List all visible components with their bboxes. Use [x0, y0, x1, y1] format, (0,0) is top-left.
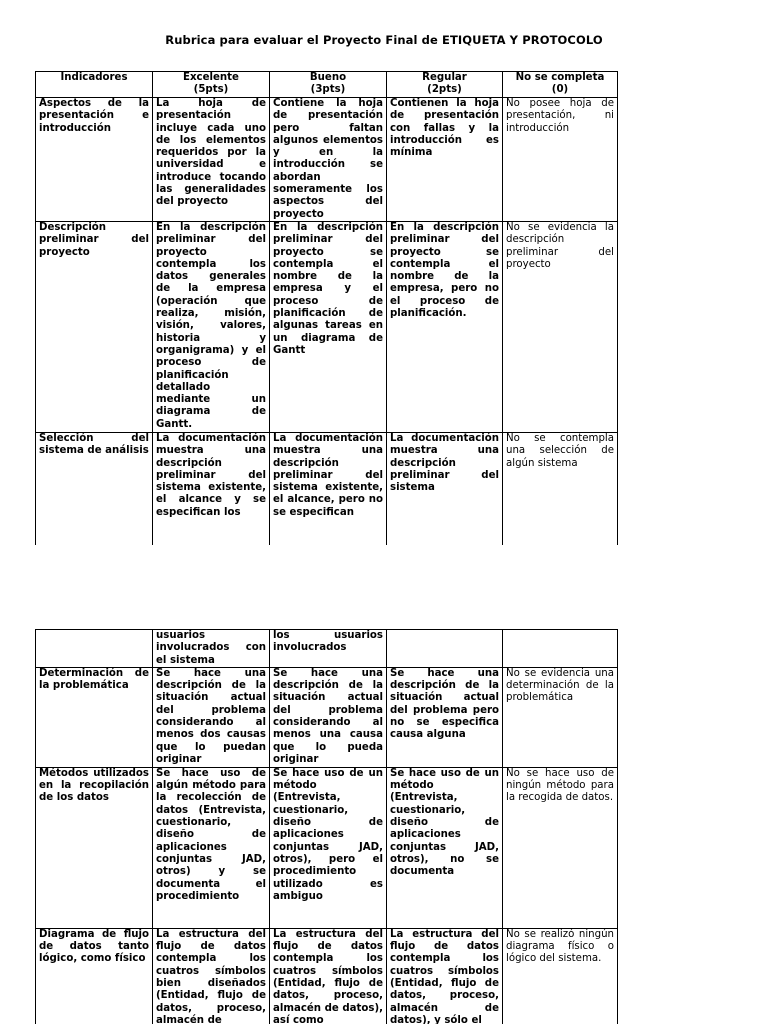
cell-bueno: En la descripción preliminar del proyecto se contempla el nombre de la empresa y el proceso de planificación de algunas tareas en un diagrama de Gantt	[270, 222, 387, 433]
header-bueno: Bueno (3pts)	[270, 72, 387, 98]
table-row	[36, 222, 618, 433]
table-row	[36, 767, 618, 928]
cell-regular: Contienen la hoja de presentación con fallas y la introducción es mínima	[387, 98, 503, 222]
cell-excelente: La hoja de presentación incluye cada uno de los elementos requeridos por la universidad e introduce tocando las generalidades del proyecto	[153, 98, 270, 222]
cell-no-completa	[503, 630, 618, 668]
cell-regular: La estructura del flujo de datos contempla los cuatros símbolos (Entidad, flujo de datos, proceso, almacén de datos), y sólo el	[387, 928, 503, 1024]
cell-excelente: usuarios involucrados con el sistema	[153, 630, 270, 668]
table-row	[36, 630, 618, 668]
cell-excelente: En la descripción preliminar del proyecto contempla los datos generales de la empresa (operación que realiza, misión, visión, valores, historia y organigrama) y el proceso de planificación detallado mediante un diagrama de Gantt.	[153, 222, 270, 433]
table-row	[36, 433, 618, 546]
header-row	[36, 72, 618, 98]
cell-no-completa: No se realizó ningún diagrama físico o lógico del sistema.	[503, 928, 618, 1024]
cell-regular: Se hace uso de un método (Entrevista, cuestionario, diseño de aplicaciones conjuntas JAD, otros), no se documenta	[387, 767, 503, 928]
cell-indicador: Aspectos de la presentación e introducción	[36, 98, 153, 222]
cell-indicador: Descripción preliminar del proyecto	[36, 222, 153, 433]
header-indicadores: Indicadores	[36, 72, 153, 98]
cell-bueno: La estructura del flujo de datos contempla los cuatros símbolos (Entidad, flujo de datos, proceso, almacén de datos), así como	[270, 928, 387, 1024]
cell-regular	[387, 630, 503, 668]
cell-no-completa: No se evidencia la descripción preliminar del proyecto	[503, 222, 618, 433]
header-excelente: Excelente (5pts)	[153, 72, 270, 98]
cell-regular: La documentación muestra una descripción preliminar del sistema	[387, 433, 503, 546]
cell-regular: En la descripción preliminar del proyecto se contempla el nombre de la empresa, pero no el proceso de planificación.	[387, 222, 503, 433]
table-row	[36, 928, 618, 1024]
table-row	[36, 667, 618, 767]
cell-regular: Se hace una descripción de la situación actual del problema pero no se especifica causa alguna	[387, 667, 503, 767]
cell-indicador: Métodos utilizados en la recopilación de los datos	[36, 767, 153, 928]
cell-indicador: Diagrama de flujo de datos tanto lógico, como físico	[36, 928, 153, 1024]
rubric-table-page-2	[35, 629, 618, 1024]
header-regular: Regular (2pts)	[387, 72, 503, 98]
rubric-page-2	[35, 629, 619, 1024]
rubric-page-1	[35, 71, 619, 545]
rubric-table-page-1	[35, 71, 618, 545]
cell-bueno: La documentación muestra una descripción preliminar del sistema existente, el alcance, pero no se especifican	[270, 433, 387, 546]
cell-no-completa: No se hace uso de ningún método para la recogida de datos.	[503, 767, 618, 928]
header-no-completa: No se completa (0)	[503, 72, 618, 98]
cell-excelente: La estructura del flujo de datos contempla los cuatros símbolos bien diseñados (Entidad, flujo de datos, proceso, almacén de	[153, 928, 270, 1024]
cell-bueno: Se hace uso de un método (Entrevista, cuestionario, diseño de aplicaciones conjuntas JAD, otros), pero el procedimiento utilizado es ambiguo	[270, 767, 387, 928]
cell-bueno: Contiene la hoja de presentación pero faltan algunos elementos y en la introducción se abordan someramente los aspectos del proyecto	[270, 98, 387, 222]
cell-indicador: Selección del sistema de análisis	[36, 433, 153, 546]
cell-excelente: La documentación muestra una descripción preliminar del sistema existente, el alcance y se especifican los	[153, 433, 270, 546]
cell-indicador: Determinación de la problemática	[36, 667, 153, 767]
table-row	[36, 98, 618, 222]
document-title: Rubrica para evaluar el Proyecto Final de ETIQUETA Y PROTOCOLO	[165, 33, 603, 47]
cell-excelente: Se hace uso de algún método para la recolección de datos (Entrevista, cuestionario, diseño de aplicaciones conjuntas JAD, otros) y se documenta el procedimiento	[153, 767, 270, 928]
cell-bueno: los usuarios involucrados	[270, 630, 387, 668]
cell-excelente: Se hace una descripción de la situación actual del problema considerando al menos dos causas que lo puedan originar	[153, 667, 270, 767]
cell-no-completa: No se contempla una selección de algún sistema	[503, 433, 618, 546]
cell-no-completa: No posee hoja de presentación, ni introducción	[503, 98, 618, 222]
cell-no-completa: No se evidencia una determinación de la problemática	[503, 667, 618, 767]
cell-indicador	[36, 630, 153, 668]
cell-bueno: Se hace una descripción de la situación actual del problema considerando al menos una causa que lo pueda originar	[270, 667, 387, 767]
